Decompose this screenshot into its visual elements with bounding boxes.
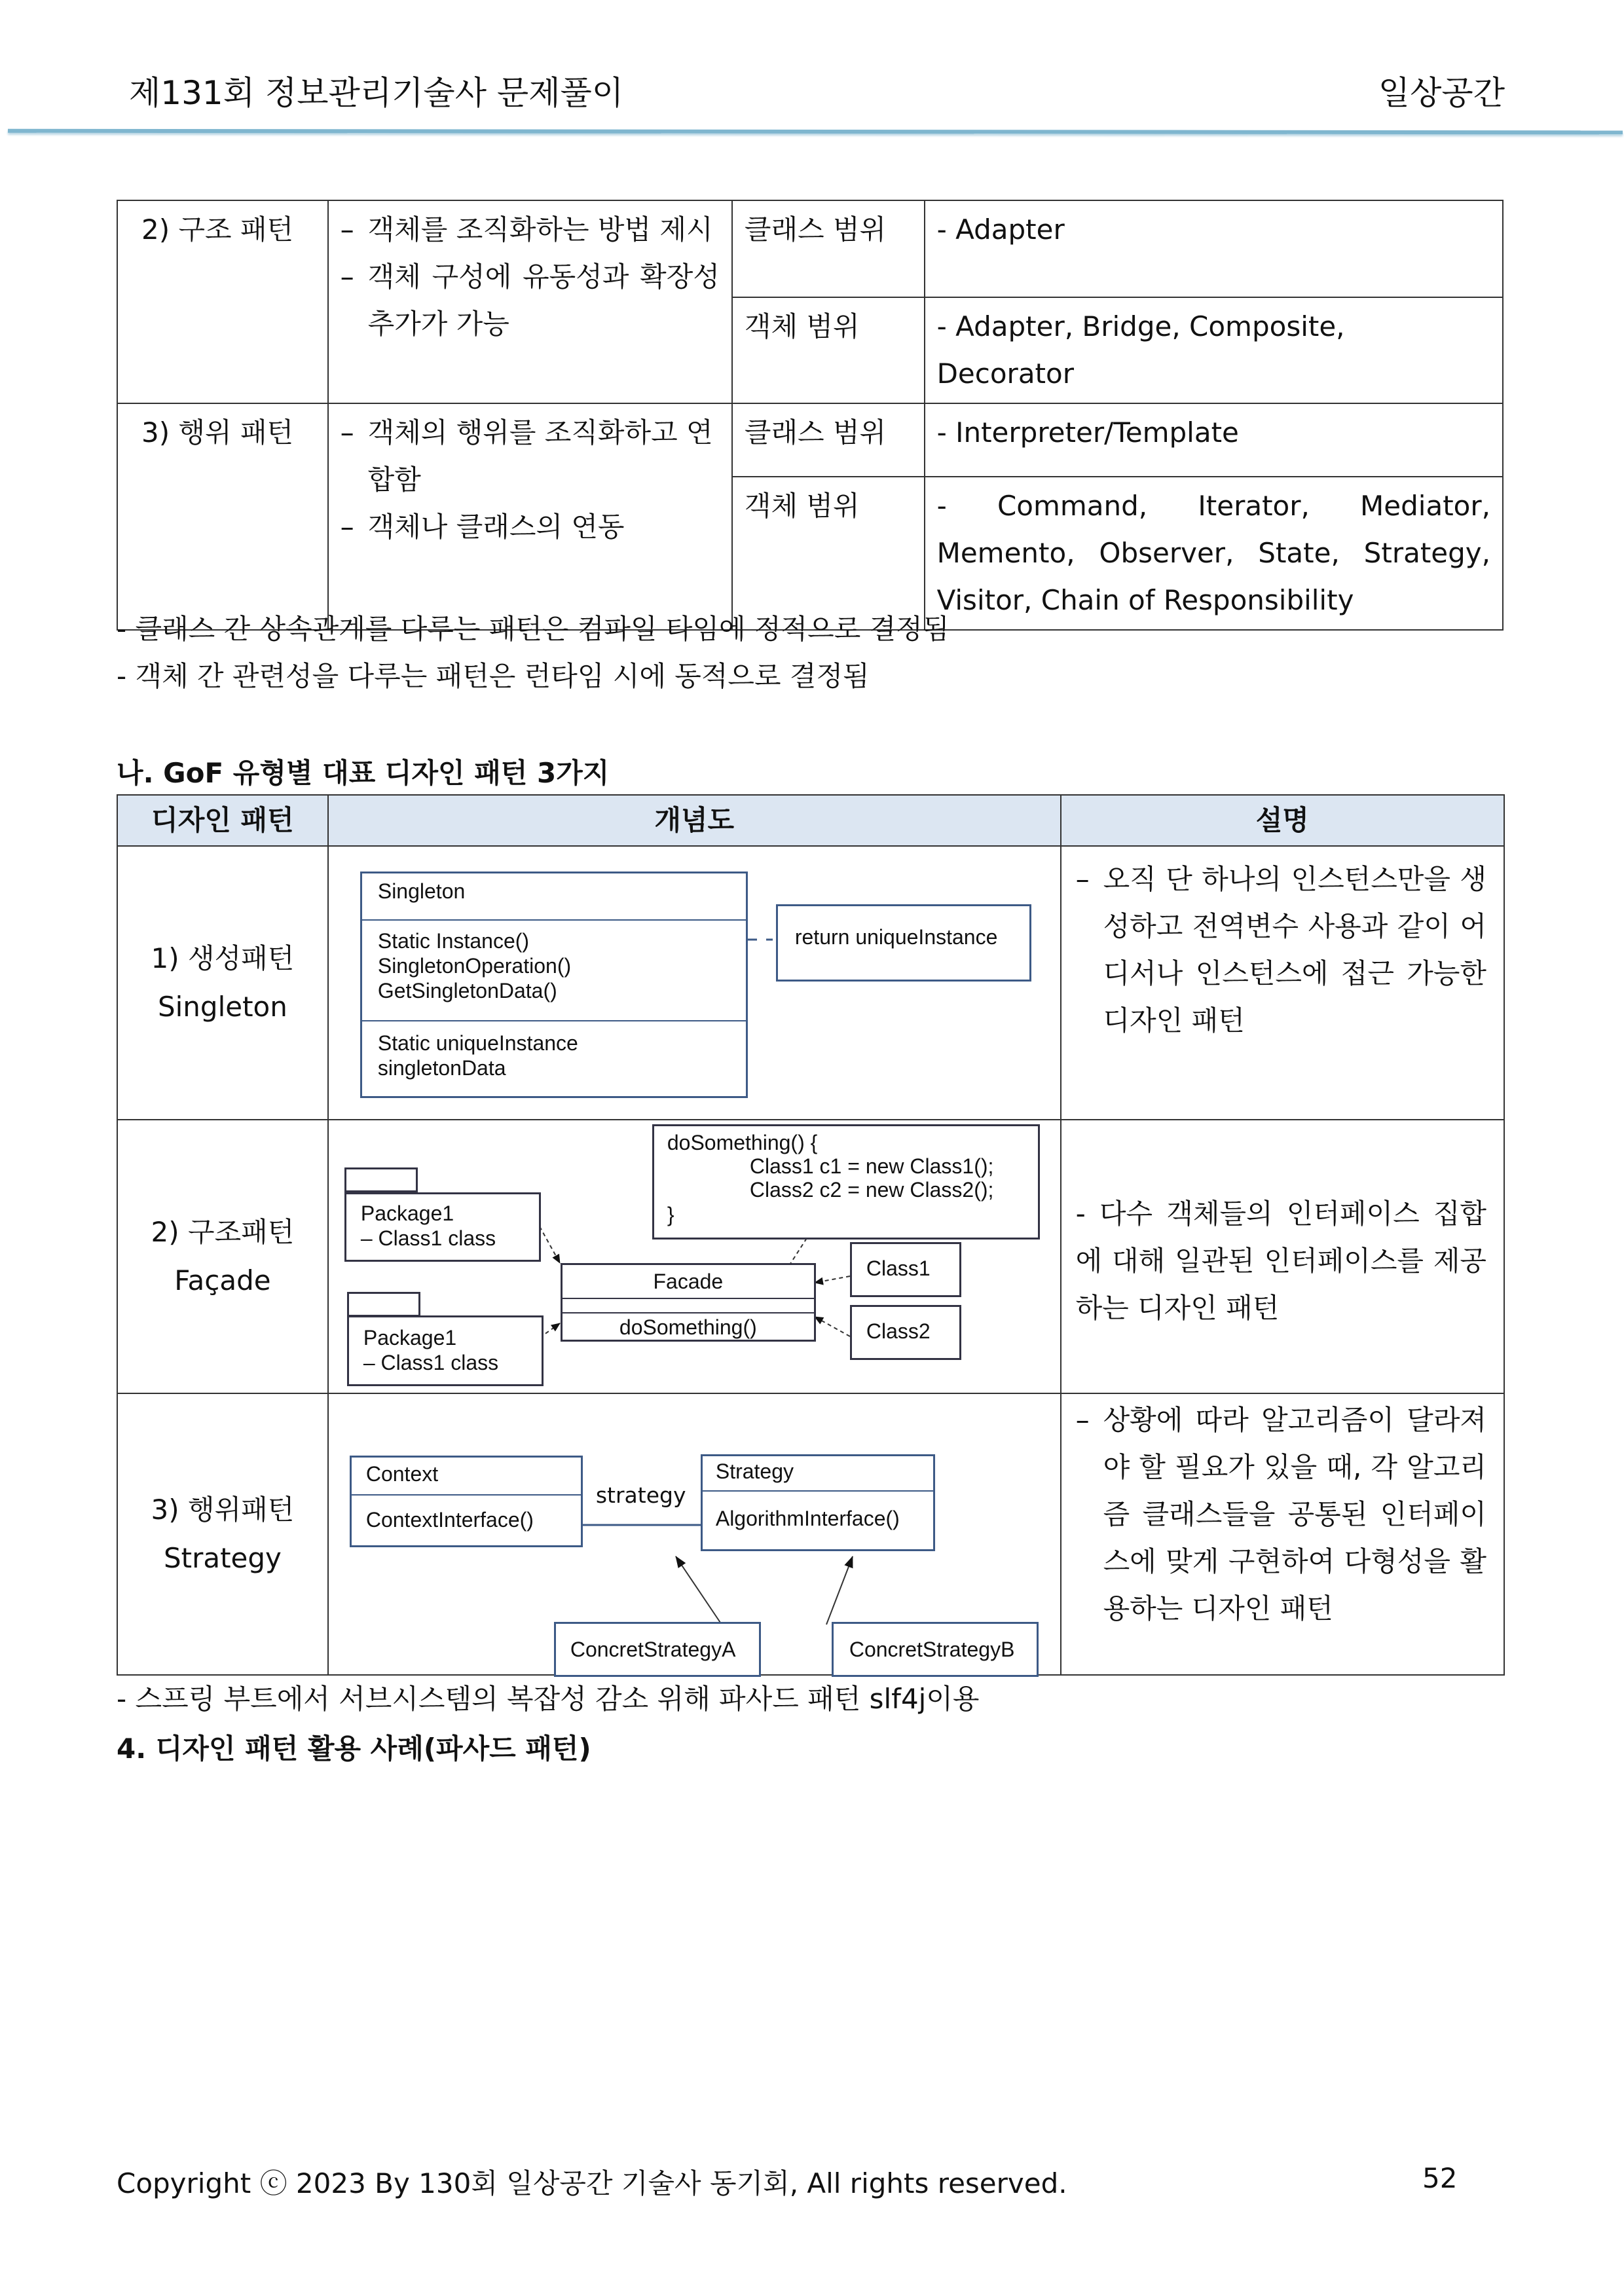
- class-operation: AlgorithmInterface(): [715, 1507, 900, 1530]
- table-row: [117, 200, 1503, 297]
- gof-patterns-table: [117, 794, 1505, 1676]
- page-number: 52: [1422, 2162, 1458, 2194]
- section-heading: 나. GoF 유형별 대표 디자인 패턴 3가지: [117, 757, 610, 789]
- strategy-diagram-cell: [328, 1393, 1061, 1675]
- document-title: 제131회 정보관리기술사 문제풀이: [129, 74, 624, 112]
- note-box: return uniqueInstance: [776, 904, 1031, 982]
- package-member: – Class1 class: [360, 1226, 496, 1250]
- code-line: doSomething() {: [667, 1131, 818, 1154]
- header-divider: [8, 129, 1623, 135]
- pattern-name-cell: 1) 생성패턴 Singleton: [117, 846, 328, 1120]
- table-row: [117, 1120, 1504, 1393]
- class1-box: Class1: [850, 1242, 961, 1297]
- class2-box: Class2: [850, 1305, 961, 1360]
- category-cell: 2) 구조 패턴: [117, 200, 328, 403]
- scope-cell: 클래스 범위: [732, 403, 925, 477]
- patterns-cell: - Adapter, Bridge, Composite, Decorator: [925, 297, 1503, 403]
- description-cell: – 오직 단 하나의 인스턴스만을 생성하고 전역변수 사용과 같이 어디서나 인스턴스에 접근 가능한 디자인 패턴: [1061, 846, 1504, 1120]
- code-line: }: [667, 1203, 674, 1226]
- code-line: Class1 c1 = new Class1();: [749, 1154, 994, 1178]
- patterns-cell: - Command, Iterator, Mediator, Memento, Observer, State, Strategy, Visitor, Chain of Responsibility: [925, 477, 1503, 630]
- column-header: 디자인 패턴: [117, 795, 328, 846]
- scope-cell: 클래스 범위: [732, 200, 925, 297]
- facade-uml-diagram: [329, 1120, 1060, 1393]
- package-member: – Class1 class: [363, 1351, 499, 1374]
- class-name: Strategy: [715, 1460, 794, 1483]
- class-operation: SingletonOperation(): [377, 954, 572, 978]
- table-row: [117, 403, 1503, 477]
- singleton-diagram-cell: [328, 846, 1061, 1120]
- package-name: Package1: [363, 1326, 457, 1349]
- document-brand: 일상공간: [1378, 74, 1505, 112]
- pattern-scope-table: [117, 200, 1504, 631]
- facade-class-box: [561, 1263, 816, 1342]
- class-divider: [563, 1312, 814, 1313]
- pattern-name-cell: 2) 구조패턴 Façade: [117, 1120, 328, 1393]
- class-divider: [563, 1298, 814, 1299]
- table-header-row: [117, 795, 1504, 846]
- class-divider: [362, 919, 746, 921]
- singleton-class-box: [360, 872, 748, 1098]
- description-cell: – 객체를 조직화하는 방법 제시 – 객체 구성에 유동성과 확장성 추가가 가능: [328, 200, 732, 403]
- column-header: 개념도: [328, 795, 1061, 846]
- patterns-cell: - Adapter: [925, 200, 1503, 297]
- code-note-box: [652, 1124, 1040, 1239]
- concrete-strategy-a-box: ConcretStrategyA: [554, 1622, 761, 1677]
- description-cell: – 상황에 따라 알고리즘이 달라져야 할 필요가 있을 때, 각 알고리즘 클래스들을 공통된 인터페이스에 맞게 구현하여 다형성을 활용하는 디자인 패턴: [1061, 1393, 1504, 1675]
- section-heading: 4. 디자인 패턴 활용 사례(파사드 패턴): [117, 1733, 591, 1765]
- table-row: [117, 1393, 1504, 1675]
- strategy-uml-diagram: [329, 1394, 1060, 1674]
- class-attribute: Static uniqueInstance: [377, 1031, 578, 1055]
- class-operation: GetSingletonData(): [377, 979, 557, 1002]
- package-box: [347, 1315, 544, 1386]
- note-line: - 스프링 부트에서 서브시스템의 복잡성 감소 위해 파사드 패턴 slf4j이용: [117, 1683, 980, 1715]
- singleton-uml-diagram: [329, 847, 1060, 1119]
- copyright-footer: Copyright ⓒ 2023 By 130회 일상공간 기술사 동기회, All rights reserved.: [117, 2167, 1067, 2199]
- scope-cell: 객체 범위: [732, 297, 925, 403]
- code-line: Class2 c2 = new Class2();: [749, 1178, 994, 1202]
- category-cell: 3) 행위 패턴: [117, 403, 328, 630]
- context-class-box: [350, 1456, 583, 1547]
- note-line: - 클래스 간 상속관계를 다루는 패턴은 컴파일 타임에 정적으로 결정됨: [117, 613, 950, 645]
- class-name: Singleton: [377, 879, 466, 903]
- table-row: [117, 846, 1504, 1120]
- description-cell: - 다수 객체들의 인터페이스 집합에 대해 일관된 인터페이스를 제공하는 디자인 패턴: [1061, 1120, 1504, 1393]
- facade-diagram-cell: [328, 1120, 1061, 1393]
- class-divider: [352, 1494, 581, 1496]
- description-cell: – 객체의 행위를 조직화하고 연합함 – 객체나 클래스의 연동: [328, 403, 732, 630]
- note-line: - 객체 간 관련성을 다루는 패턴은 런타임 시에 동적으로 결정됨: [117, 660, 870, 692]
- class-name: Context: [365, 1462, 439, 1486]
- package-name: Package1: [360, 1202, 454, 1225]
- association-label: strategy: [595, 1482, 686, 1508]
- class-operation: ContextInterface(): [365, 1508, 534, 1532]
- class-divider: [703, 1490, 933, 1492]
- concrete-strategy-b-box: ConcretStrategyB: [832, 1622, 1039, 1677]
- class-attribute: singletonData: [377, 1056, 506, 1080]
- scope-cell: 객체 범위: [732, 477, 925, 630]
- class-operation: Static Instance(): [377, 929, 530, 953]
- strategy-interface-box: [701, 1454, 935, 1551]
- package-tab: [344, 1167, 418, 1192]
- package-tab: [347, 1292, 420, 1317]
- patterns-cell: - Interpreter/Template: [925, 403, 1503, 477]
- pattern-name-cell: 3) 행위패턴 Strategy: [117, 1393, 328, 1675]
- column-header: 설명: [1061, 795, 1504, 846]
- class-divider: [362, 1020, 746, 1021]
- class-operation: doSomething(): [619, 1315, 757, 1339]
- package-box: [344, 1192, 541, 1262]
- class-name: Facade: [653, 1270, 724, 1293]
